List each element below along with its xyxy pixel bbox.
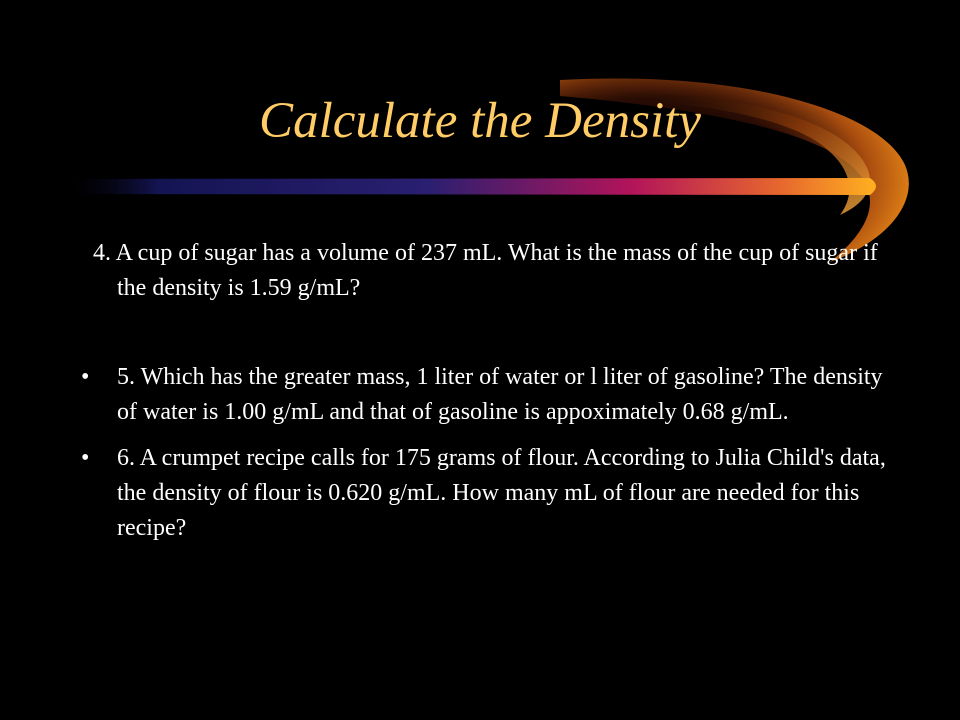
problem-4-text: 4. A cup of sugar has a volume of 237 mL. What is the mass of the cup of sugar if the density is 1.59 g/mL?: [93, 240, 878, 301]
problem-6: [78, 441, 888, 546]
problem-4: [78, 236, 888, 306]
problem-5: [78, 360, 888, 430]
slide-title: Calculate the Density: [259, 93, 701, 149]
bullet-icon: •: [81, 445, 90, 471]
bullet-icon: •: [81, 364, 90, 390]
problem-5-text: 5. Which has the greater mass, 1 liter of water or l liter of gasoline? The density of water is 1.00 g/mL and that of gasoline is appoximately 0.68 g/mL.: [117, 364, 883, 425]
slide-body: [78, 236, 888, 546]
horizontal-bar: [60, 178, 876, 195]
problem-6-text: 6. A crumpet recipe calls for 175 grams of flour. According to Julia Child's data, the density of flour is 0.620 g/mL. How many mL of flour are needed for this recipe?: [117, 445, 886, 541]
